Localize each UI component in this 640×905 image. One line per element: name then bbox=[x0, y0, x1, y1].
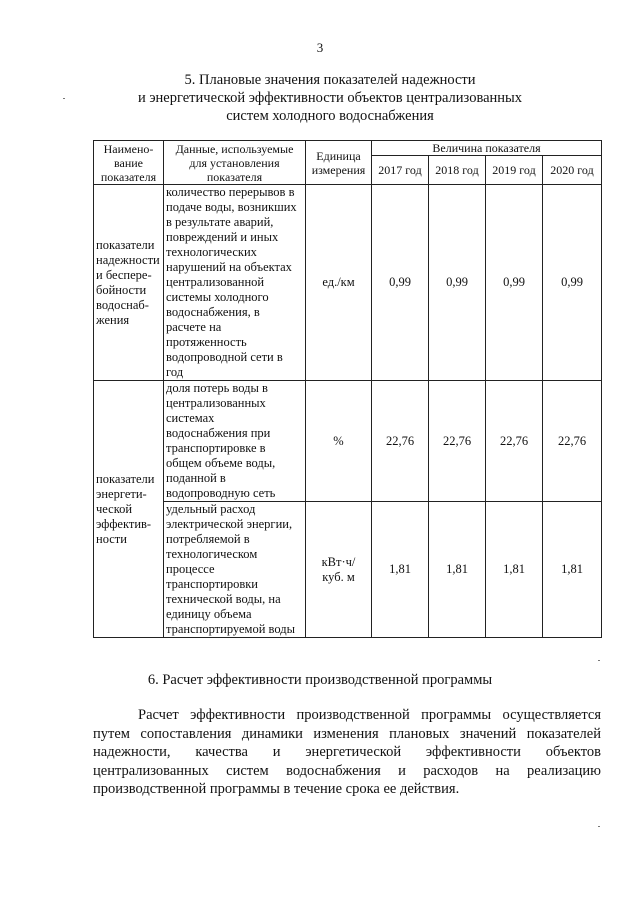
header-unit bbox=[306, 141, 372, 185]
header-value-group: Величина показателя bbox=[372, 141, 602, 156]
header-year: 2020 год bbox=[543, 156, 602, 185]
scan-speck bbox=[598, 660, 600, 661]
value-cell: 22,76 bbox=[543, 381, 602, 502]
scan-speck bbox=[598, 826, 600, 827]
header-year: 2019 год bbox=[486, 156, 543, 185]
unit-cell: ед./км bbox=[306, 185, 372, 381]
value-cell: 1,81 bbox=[543, 502, 602, 638]
page-number: 3 bbox=[316, 40, 324, 55]
value-cell: 1,81 bbox=[429, 502, 486, 638]
section-6-title: 6. Расчет эффективности производственной программы bbox=[147, 672, 493, 688]
value-cell: 0,99 bbox=[543, 185, 602, 381]
header-name bbox=[94, 141, 164, 185]
table-row bbox=[94, 502, 602, 638]
header-data bbox=[164, 141, 306, 185]
value-cell: 22,76 bbox=[429, 381, 486, 502]
section-5-title-line: и энергетической эффективности объектов централизованных bbox=[137, 90, 523, 106]
indicators-table bbox=[93, 140, 602, 638]
table-row bbox=[94, 381, 602, 502]
section-5-title bbox=[60, 71, 600, 125]
group-name-text: показатели энергети- ческой эффектив- ности bbox=[96, 471, 155, 546]
unit-cell bbox=[306, 502, 372, 638]
table-row bbox=[94, 185, 602, 381]
header-data-text: Данные, используемые для установления показателя bbox=[175, 141, 294, 184]
unit-text: кВт·ч/ куб. м bbox=[321, 554, 356, 584]
group-name-text: показатели надежности и бесперe- бойности водоснаб- жения bbox=[96, 237, 160, 327]
description-text: удельный расход электрической энергии, потребляемой в технологическом процессе транспортировки технической воды, на единицу объема транспортируемой воды bbox=[166, 502, 295, 636]
value-cell: 22,76 bbox=[486, 381, 543, 502]
header-unit-text: Единица измерения bbox=[311, 148, 366, 177]
value-cell: 0,99 bbox=[372, 185, 429, 381]
indicator-description bbox=[164, 185, 306, 381]
header-year: 2017 год bbox=[372, 156, 429, 185]
indicator-group-name bbox=[94, 381, 164, 638]
value-cell: 22,76 bbox=[372, 381, 429, 502]
header-year: 2018 год bbox=[429, 156, 486, 185]
section-5-title-line: систем холодного водоснабжения bbox=[226, 108, 434, 124]
value-cell: 0,99 bbox=[486, 185, 543, 381]
value-cell: 0,99 bbox=[429, 185, 486, 381]
indicator-group-name bbox=[94, 185, 164, 381]
indicator-description bbox=[164, 502, 306, 638]
value-cell: 1,81 bbox=[372, 502, 429, 638]
header-name-text: Наимено- вание показателя bbox=[100, 141, 157, 184]
indicator-description bbox=[164, 381, 306, 502]
section-6-paragraph: Расчет эффективности производственной программы осуществляется путем сопоставления динамики изменения плановых значений показателей надежности, качества и энергетической эффективности объектов централизованных систем водоснабжения и расходов на реализацию производственной программы в течение срока ее действия. bbox=[93, 707, 601, 797]
scan-speck bbox=[63, 98, 65, 99]
description-text: количество перерывов в подаче воды, возникших в результате аварий, повреждений и иных технологических нарушений на объектах централизованной системы холодного водоснабжения, в расчете на протяженность водопроводной сети в год bbox=[166, 185, 297, 379]
value-cell: 1,81 bbox=[486, 502, 543, 638]
description-text: доля потерь воды в централизованных системах водоснабжения при транспортировке в общем объеме воды, поданной в водопроводную сеть bbox=[166, 381, 276, 500]
unit-cell: % bbox=[306, 381, 372, 502]
section-5-title-line: 5. Плановые значения показателей надежности bbox=[184, 72, 476, 88]
